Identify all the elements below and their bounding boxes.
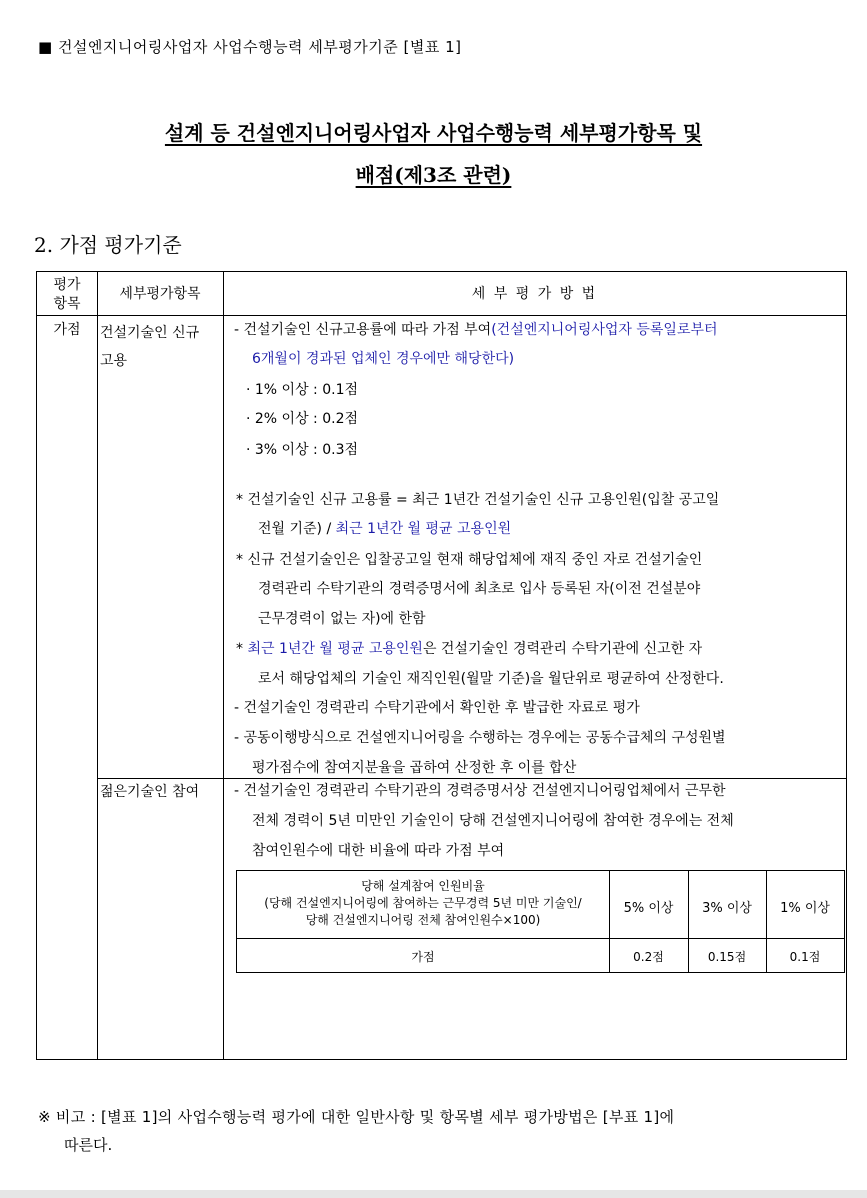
score-1: 0.1점 (789, 950, 821, 964)
column-divider (223, 272, 224, 1059)
method-line: - 건설기술인 경력관리 수탁기관에서 확인한 후 발급한 자료로 평가 (234, 700, 640, 716)
method-line: - 건설기술인 경력관리 수탁기관의 경력증명서상 건설엔지니어링업체에서 근무한 (234, 783, 726, 799)
bottom-bar (0, 1190, 867, 1198)
header-divider (37, 315, 846, 316)
method-line: * 최근 1년간 월 평균 고용인원은 건설기술인 경력관리 수탁기관에 신고한 자 (236, 641, 703, 657)
method-line: 참여인원수에 대한 비율에 따라 가점 부여 (252, 843, 505, 859)
ratio-col-5: 5% 이상 (623, 901, 674, 916)
method-line: 경력관리 수탁기관의 경력증명서에 최초로 입사 등록된 자(이전 건설분야 (258, 581, 701, 597)
footer-note-cont: 따른다. (64, 1136, 113, 1154)
method-line: · 1% 이상 : 0.1점 (246, 382, 359, 398)
header-method: 세 부 평 가 방 법 (471, 286, 598, 302)
title-line-1: 설계 등 건설엔지니어링사업자 사업수행능력 세부평가항목 및 (164, 121, 703, 145)
item-new-hire: 건설기술인 신규 고용 (100, 325, 200, 369)
score-5: 0.2점 (633, 950, 664, 964)
row-divider (237, 938, 844, 939)
row-divider (97, 778, 846, 779)
header-eval-item: 평가 항목 (53, 277, 81, 312)
page-title (0, 112, 867, 196)
method-line: 6개월이 경과된 업체인 경우에만 해당한다) (252, 351, 515, 367)
method-line: 전체 경력이 5년 미만인 기술인이 당해 건설엔지니어링에 참여한 경우에는 전체 (252, 813, 734, 829)
method-line: * 건설기술인 신규 고용률 = 최근 1년간 건설기술인 신규 고용인원(입찰 공고일 (236, 492, 720, 508)
category-bonus: 가점 (53, 322, 81, 338)
header-detail-item: 세부평가항목 (119, 286, 201, 302)
column-divider (97, 272, 98, 1059)
item-young-engineer: 젊은기술인 참여 (100, 784, 200, 800)
ratio-col-1: 1% 이상 (780, 901, 830, 916)
method-line: * 신규 건설기술인은 입찰공고일 현재 해당업체에 재직 중인 자로 건설기술인 (236, 552, 703, 568)
score-3: 0.15점 (707, 950, 747, 964)
ratio-subtable (236, 870, 845, 973)
ratio-col-3: 3% 이상 (702, 901, 752, 916)
section-title: 2. 가점 평가기준 (34, 233, 182, 257)
method-line: 평가점수에 참여지분율을 곱하여 산정한 후 이를 합산 (252, 760, 577, 776)
footer-note: ※ 비고 : [별표 1]의 사업수행능력 평가에 대한 일반사항 및 항목별 세부 평가방법은 [부표 1]에 (38, 1108, 675, 1126)
subtable-header: 당해 설계참여 인원비율 (당해 건설엔지니어링에 참여하는 근무경력 5년 미만 기술인/ 당해 건설엔지니어링 전체 참여인원수×100) (264, 879, 582, 927)
method-line: - 공동이행방식으로 건설엔지니어링을 수행하는 경우에는 공동수급체의 구성원별 (234, 730, 726, 746)
method-line: 근무경력이 없는 자)에 한함 (258, 611, 426, 627)
method-line: 전월 기준) / 최근 1년간 월 평균 고용인원 (258, 521, 512, 537)
method-line: · 2% 이상 : 0.2점 (246, 411, 359, 427)
document-header: ■ 건설엔지니어링사업자 사업수행능력 세부평가기준 [별표 1] (38, 38, 462, 56)
method-line: - 건설기술인 신규고용률에 따라 가점 부여(건설엔지니어링사업자 등록일로부터 (234, 322, 718, 338)
title-line-2: 배점(제3조 관련) (355, 163, 512, 187)
method-line: 로서 해당업체의 기술인 재직인원(월말 기준)을 월단위로 평균하여 산정한다. (258, 671, 724, 687)
method-line: · 3% 이상 : 0.3점 (246, 442, 359, 458)
score-row-label: 가점 (411, 950, 435, 964)
